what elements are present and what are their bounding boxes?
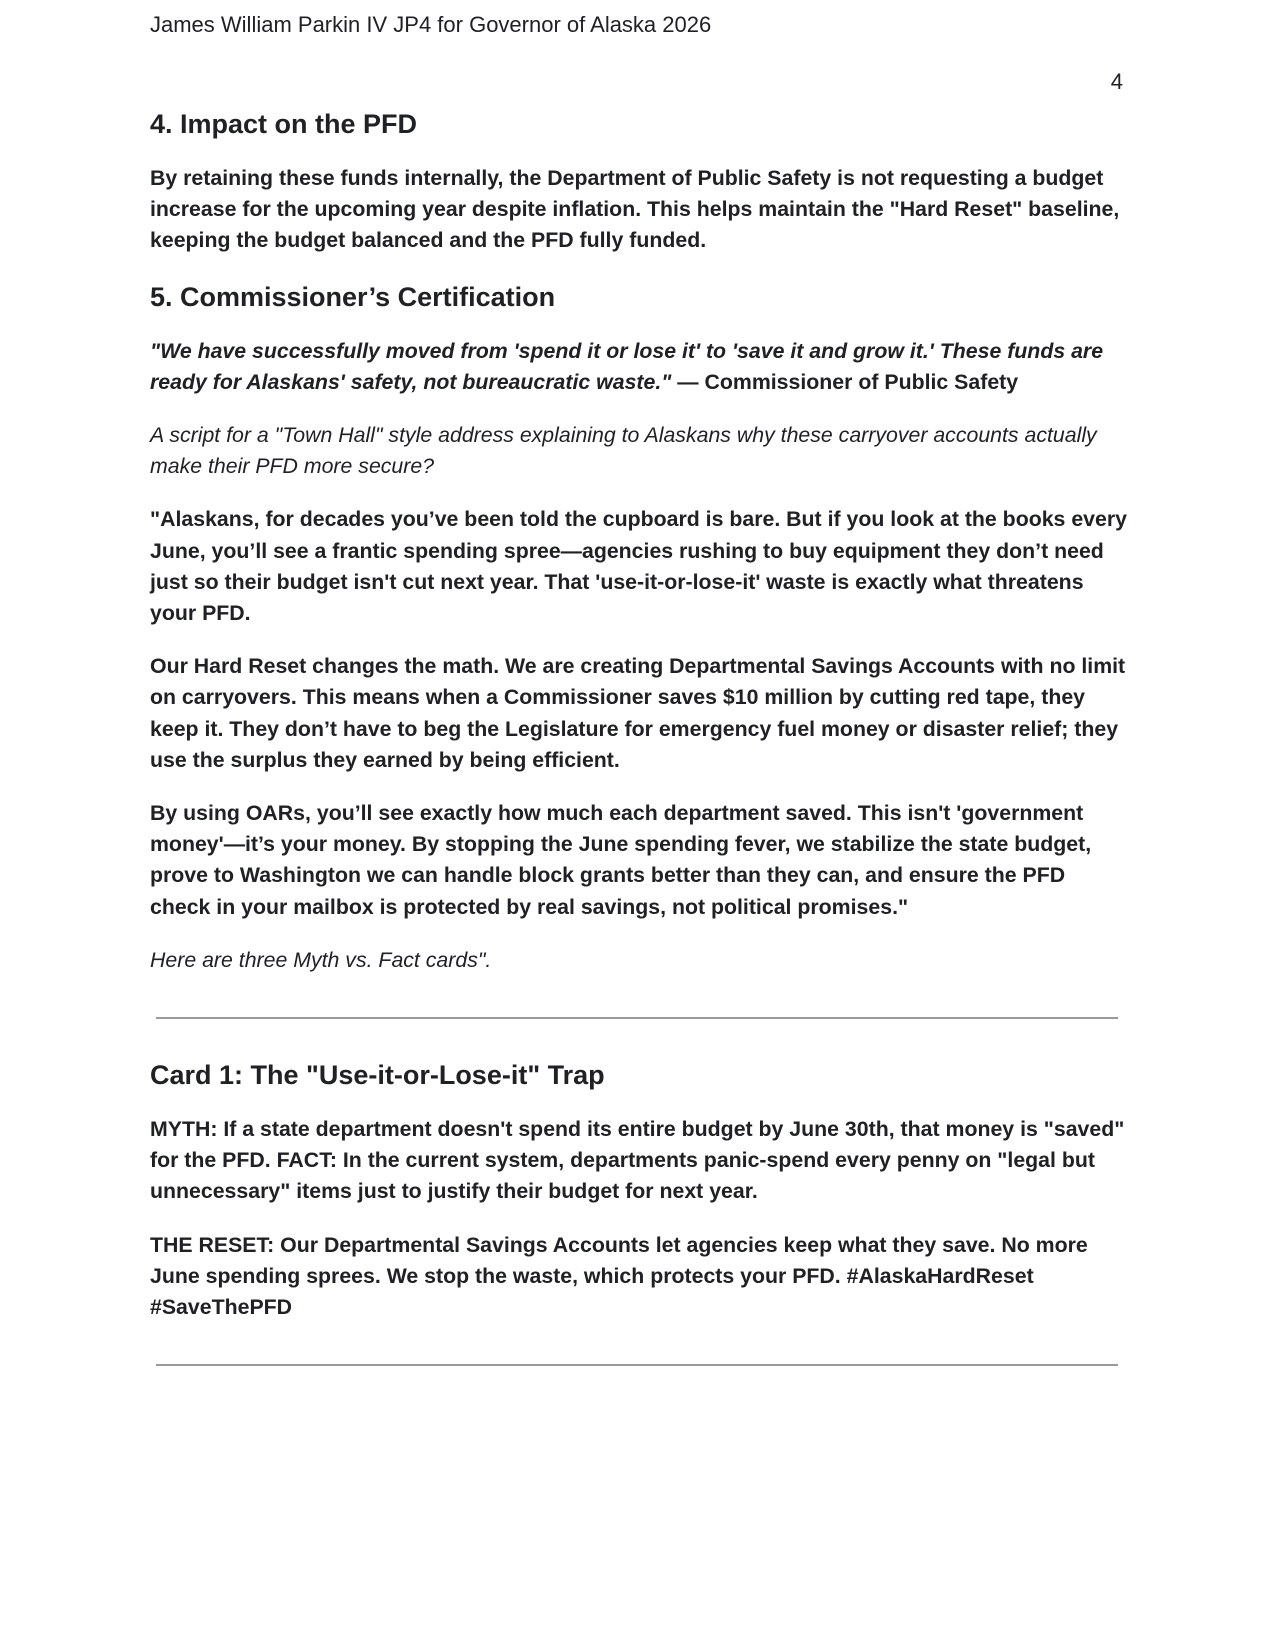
- town-hall-paragraph-3: By using OARs, you’ll see exactly how much each department saved. This isn't 'government money'—it’s your money. By stopping the June spending fever, we stabilize the state budget, prove to Washington we can handle block grants better than they can, and ensure the PFD check in your mailbox is protected by real savings, not political promises.": [150, 801, 1092, 919]
- commissioner-quote-paragraph: [150, 336, 1130, 398]
- section-heading-certification: 5. Commissioner’s Certification: [150, 281, 556, 312]
- commissioner-quote: "We have successfully moved from 'spend it or lose it' to 'save it and grow it.' These funds are ready for Alaskans' safety, not bureaucratic waste.": [150, 338, 1104, 394]
- card-1-heading: Card 1: The "Use-it-or-Lose-it" Trap: [150, 1060, 605, 1091]
- town-hall-intro: A script for a "Town Hall" style address explaining to Alaskans why these carryover accounts actually make their PFD more secure?: [150, 423, 1097, 479]
- quote-attribution: — Commissioner of Public Safety: [671, 369, 1019, 394]
- divider-1: [156, 1017, 1118, 1019]
- impact-paragraph: By retaining these funds internally, the Department of Public Safety is not requesting a budget increase for the upcoming year despite inflation. This helps maintain the "Hard Reset" baseline, keeping the budget balanced and the PFD fully funded.: [150, 166, 1120, 253]
- divider-2: [156, 1364, 1118, 1366]
- town-hall-paragraph-2: Our Hard Reset changes the math. We are creating Departmental Savings Accounts with no limit on carryovers. This means when a Commissioner saves $10 million by cutting red tape, they keep it. They don’t have to beg the Legislature for emergency fuel money or disaster relief; they use the surplus they earned by being efficient.: [150, 654, 1126, 772]
- page-content: [150, 106, 1130, 1366]
- card-1-myth-fact: MYTH: If a state department doesn't spend its entire budget by June 30th, that money is "saved" for the PFD. FACT: In the current system, departments panic-spend every penny on "legal but unnecessary" items just to justify their budget for next year.: [150, 1117, 1125, 1204]
- card-1-reset: THE RESET: Our Departmental Savings Accounts let agencies keep what they save. No more June spending sprees. We stop the waste, which protects your PFD. #AlaskaHardReset #SaveThePFD: [150, 1232, 1088, 1320]
- page-number: 4: [1110, 69, 1123, 94]
- document-header: James William Parkin IV JP4 for Governor of Alaska 2026: [150, 12, 712, 37]
- myth-fact-intro: Here are three Myth vs. Fact cards".: [150, 947, 492, 972]
- town-hall-paragraph-1: "Alaskans, for decades you’ve been told the cupboard is bare. But if you look at the books every June, you’ll see a frantic spending spree—agencies rushing to buy equipment they don’t need just so their budget isn't cut next year. That 'use-it-or-lose-it' waste is exactly what threatens your PFD.: [150, 507, 1127, 626]
- section-heading-impact: 4. Impact on the PFD: [150, 109, 418, 139]
